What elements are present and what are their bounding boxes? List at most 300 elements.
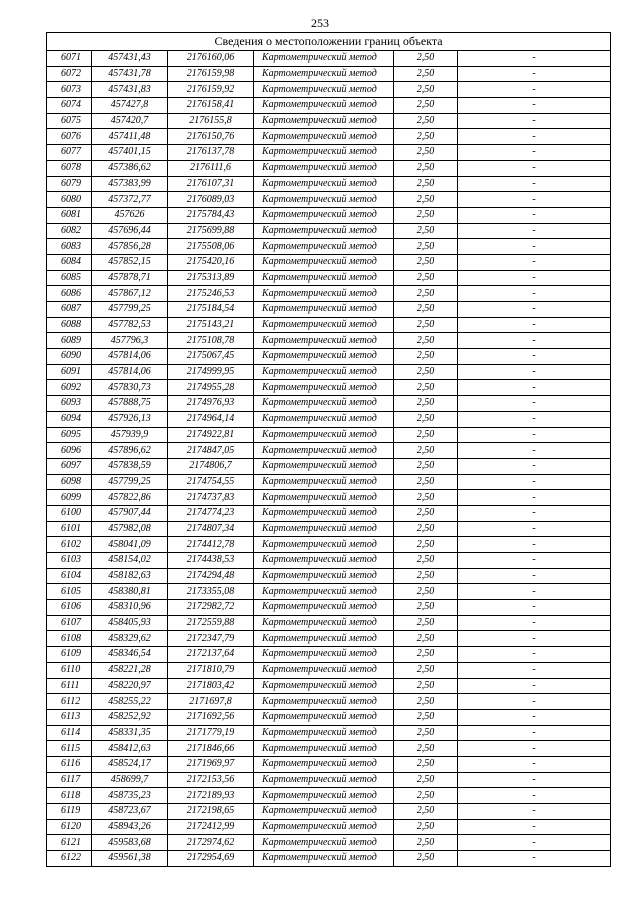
method-cell: Картометрический метод [254, 631, 394, 647]
point-number-cell: 6122 [47, 851, 92, 867]
accuracy-cell: 2,50 [394, 98, 458, 114]
description-cell: - [458, 302, 611, 318]
table-row [47, 804, 611, 820]
accuracy-cell: 2,50 [394, 192, 458, 208]
point-number-cell: 6073 [47, 82, 92, 98]
table-row [47, 286, 611, 302]
y-coordinate-cell: 2172137,64 [168, 647, 254, 663]
point-number-cell: 6078 [47, 160, 92, 176]
description-cell: - [458, 333, 611, 349]
point-number-cell: 6094 [47, 411, 92, 427]
table-row [47, 349, 611, 365]
x-coordinate-cell: 457852,15 [92, 254, 168, 270]
table-row [47, 302, 611, 318]
method-cell: Картометрический метод [254, 615, 394, 631]
y-coordinate-cell: 2175508,06 [168, 239, 254, 255]
description-cell: - [458, 521, 611, 537]
y-coordinate-cell: 2174737,83 [168, 490, 254, 506]
point-number-cell: 6080 [47, 192, 92, 208]
point-number-cell: 6106 [47, 600, 92, 616]
table-row [47, 647, 611, 663]
point-number-cell: 6112 [47, 694, 92, 710]
method-cell: Картометрический метод [254, 584, 394, 600]
method-cell: Картометрический метод [254, 741, 394, 757]
description-cell: - [458, 804, 611, 820]
point-number-cell: 6110 [47, 662, 92, 678]
accuracy-cell: 2,50 [394, 66, 458, 82]
x-coordinate-cell: 457822,86 [92, 490, 168, 506]
y-coordinate-cell: 2171697,8 [168, 694, 254, 710]
point-number-cell: 6104 [47, 568, 92, 584]
table-row [47, 788, 611, 804]
y-coordinate-cell: 2174807,34 [168, 521, 254, 537]
x-coordinate-cell: 457431,83 [92, 82, 168, 98]
x-coordinate-cell: 458182,63 [92, 568, 168, 584]
x-coordinate-cell: 457982,08 [92, 521, 168, 537]
y-coordinate-cell: 2172412,99 [168, 819, 254, 835]
accuracy-cell: 2,50 [394, 302, 458, 318]
y-coordinate-cell: 2174847,05 [168, 443, 254, 459]
method-cell: Картометрический метод [254, 772, 394, 788]
point-number-cell: 6117 [47, 772, 92, 788]
table-row [47, 725, 611, 741]
accuracy-cell: 2,50 [394, 396, 458, 412]
description-cell: - [458, 772, 611, 788]
description-cell: - [458, 709, 611, 725]
accuracy-cell: 2,50 [394, 286, 458, 302]
description-cell: - [458, 741, 611, 757]
point-number-cell: 6103 [47, 553, 92, 569]
description-cell: - [458, 458, 611, 474]
point-number-cell: 6114 [47, 725, 92, 741]
description-cell: - [458, 788, 611, 804]
point-number-cell: 6108 [47, 631, 92, 647]
table-row [47, 631, 611, 647]
point-number-cell: 6116 [47, 756, 92, 772]
accuracy-cell: 2,50 [394, 113, 458, 129]
point-number-cell: 6111 [47, 678, 92, 694]
accuracy-cell: 2,50 [394, 411, 458, 427]
method-cell: Картометрический метод [254, 505, 394, 521]
accuracy-cell: 2,50 [394, 427, 458, 443]
y-coordinate-cell: 2172559,88 [168, 615, 254, 631]
accuracy-cell: 2,50 [394, 223, 458, 239]
accuracy-cell: 2,50 [394, 333, 458, 349]
y-coordinate-cell: 2176107,31 [168, 176, 254, 192]
point-number-cell: 6093 [47, 396, 92, 412]
y-coordinate-cell: 2176159,98 [168, 66, 254, 82]
x-coordinate-cell: 457372,77 [92, 192, 168, 208]
description-cell: - [458, 396, 611, 412]
x-coordinate-cell: 457386,62 [92, 160, 168, 176]
x-coordinate-cell: 458041,09 [92, 537, 168, 553]
description-cell: - [458, 474, 611, 490]
description-cell: - [458, 176, 611, 192]
point-number-cell: 6107 [47, 615, 92, 631]
x-coordinate-cell: 457626 [92, 207, 168, 223]
accuracy-cell: 2,50 [394, 490, 458, 506]
table-row [47, 176, 611, 192]
method-cell: Картометрический метод [254, 333, 394, 349]
accuracy-cell: 2,50 [394, 772, 458, 788]
description-cell: - [458, 51, 611, 67]
x-coordinate-cell: 458405,93 [92, 615, 168, 631]
x-coordinate-cell: 457411,48 [92, 129, 168, 145]
description-cell: - [458, 694, 611, 710]
table-row [47, 411, 611, 427]
table-row [47, 317, 611, 333]
table-row [47, 51, 611, 67]
y-coordinate-cell: 2175246,53 [168, 286, 254, 302]
y-coordinate-cell: 2175184,54 [168, 302, 254, 318]
description-cell: - [458, 113, 611, 129]
method-cell: Картометрический метод [254, 694, 394, 710]
method-cell: Картометрический метод [254, 349, 394, 365]
accuracy-cell: 2,50 [394, 741, 458, 757]
point-number-cell: 6113 [47, 709, 92, 725]
table-row [47, 364, 611, 380]
y-coordinate-cell: 2171810,79 [168, 662, 254, 678]
accuracy-cell: 2,50 [394, 270, 458, 286]
table-body [47, 33, 611, 867]
y-coordinate-cell: 2176111,6 [168, 160, 254, 176]
point-number-cell: 6090 [47, 349, 92, 365]
x-coordinate-cell: 457799,25 [92, 474, 168, 490]
description-cell: - [458, 490, 611, 506]
point-number-cell: 6074 [47, 98, 92, 114]
x-coordinate-cell: 458412,63 [92, 741, 168, 757]
x-coordinate-cell: 458220,97 [92, 678, 168, 694]
y-coordinate-cell: 2174754,55 [168, 474, 254, 490]
description-cell: - [458, 835, 611, 851]
table-row [47, 254, 611, 270]
method-cell: Картометрический метод [254, 66, 394, 82]
accuracy-cell: 2,50 [394, 51, 458, 67]
table-row [47, 396, 611, 412]
description-cell: - [458, 505, 611, 521]
point-number-cell: 6081 [47, 207, 92, 223]
x-coordinate-cell: 457939,9 [92, 427, 168, 443]
description-cell: - [458, 584, 611, 600]
table-row [47, 505, 611, 521]
method-cell: Картометрический метод [254, 317, 394, 333]
y-coordinate-cell: 2174294,48 [168, 568, 254, 584]
description-cell: - [458, 66, 611, 82]
y-coordinate-cell: 2176150,76 [168, 129, 254, 145]
method-cell: Картометрический метод [254, 192, 394, 208]
point-number-cell: 6086 [47, 286, 92, 302]
accuracy-cell: 2,50 [394, 835, 458, 851]
x-coordinate-cell: 458221,28 [92, 662, 168, 678]
method-cell: Картометрический метод [254, 160, 394, 176]
x-coordinate-cell: 457431,43 [92, 51, 168, 67]
accuracy-cell: 2,50 [394, 207, 458, 223]
method-cell: Картометрический метод [254, 176, 394, 192]
accuracy-cell: 2,50 [394, 474, 458, 490]
x-coordinate-cell: 458346,54 [92, 647, 168, 663]
accuracy-cell: 2,50 [394, 82, 458, 98]
method-cell: Картометрический метод [254, 725, 394, 741]
method-cell: Картометрический метод [254, 756, 394, 772]
table-row [47, 537, 611, 553]
description-cell: - [458, 286, 611, 302]
y-coordinate-cell: 2172198,65 [168, 804, 254, 820]
method-cell: Картометрический метод [254, 521, 394, 537]
accuracy-cell: 2,50 [394, 160, 458, 176]
x-coordinate-cell: 458735,23 [92, 788, 168, 804]
point-number-cell: 6076 [47, 129, 92, 145]
table-row [47, 207, 611, 223]
y-coordinate-cell: 2174955,28 [168, 380, 254, 396]
accuracy-cell: 2,50 [394, 568, 458, 584]
table-row [47, 851, 611, 867]
table-row [47, 333, 611, 349]
point-number-cell: 6105 [47, 584, 92, 600]
accuracy-cell: 2,50 [394, 443, 458, 459]
point-number-cell: 6072 [47, 66, 92, 82]
y-coordinate-cell: 2174806,7 [168, 458, 254, 474]
method-cell: Картометрический метод [254, 490, 394, 506]
point-number-cell: 6092 [47, 380, 92, 396]
y-coordinate-cell: 2172153,56 [168, 772, 254, 788]
table-row [47, 835, 611, 851]
page-number: 253 [311, 16, 329, 30]
accuracy-cell: 2,50 [394, 254, 458, 270]
method-cell: Картометрический метод [254, 145, 394, 161]
method-cell: Картометрический метод [254, 474, 394, 490]
x-coordinate-cell: 457878,71 [92, 270, 168, 286]
method-cell: Картометрический метод [254, 396, 394, 412]
point-number-cell: 6077 [47, 145, 92, 161]
accuracy-cell: 2,50 [394, 709, 458, 725]
method-cell: Картометрический метод [254, 709, 394, 725]
table-row [47, 772, 611, 788]
accuracy-cell: 2,50 [394, 631, 458, 647]
x-coordinate-cell: 458699,7 [92, 772, 168, 788]
accuracy-cell: 2,50 [394, 537, 458, 553]
point-number-cell: 6100 [47, 505, 92, 521]
method-cell: Картометрический метод [254, 129, 394, 145]
point-number-cell: 6109 [47, 647, 92, 663]
x-coordinate-cell: 458331,35 [92, 725, 168, 741]
method-cell: Картометрический метод [254, 98, 394, 114]
table-row [47, 82, 611, 98]
y-coordinate-cell: 2172347,79 [168, 631, 254, 647]
x-coordinate-cell: 458252,92 [92, 709, 168, 725]
description-cell: - [458, 615, 611, 631]
method-cell: Картометрический метод [254, 553, 394, 569]
description-cell: - [458, 145, 611, 161]
method-cell: Картометрический метод [254, 302, 394, 318]
table-row [47, 553, 611, 569]
description-cell: - [458, 270, 611, 286]
table-row [47, 678, 611, 694]
x-coordinate-cell: 458943,26 [92, 819, 168, 835]
y-coordinate-cell: 2172982,72 [168, 600, 254, 616]
point-number-cell: 6119 [47, 804, 92, 820]
x-coordinate-cell: 457888,75 [92, 396, 168, 412]
accuracy-cell: 2,50 [394, 380, 458, 396]
point-number-cell: 6120 [47, 819, 92, 835]
y-coordinate-cell: 2171969,97 [168, 756, 254, 772]
table-row [47, 709, 611, 725]
x-coordinate-cell: 457696,44 [92, 223, 168, 239]
table-row [47, 427, 611, 443]
accuracy-cell: 2,50 [394, 129, 458, 145]
x-coordinate-cell: 457896,62 [92, 443, 168, 459]
table-caption-row [47, 33, 611, 51]
description-cell: - [458, 192, 611, 208]
accuracy-cell: 2,50 [394, 694, 458, 710]
method-cell: Картометрический метод [254, 254, 394, 270]
y-coordinate-cell: 2174412,78 [168, 537, 254, 553]
accuracy-cell: 2,50 [394, 458, 458, 474]
boundary-coordinates-table [46, 32, 611, 867]
table-row [47, 584, 611, 600]
y-coordinate-cell: 2174976,93 [168, 396, 254, 412]
description-cell: - [458, 443, 611, 459]
y-coordinate-cell: 2171692,56 [168, 709, 254, 725]
method-cell: Картометрический метод [254, 207, 394, 223]
table-row [47, 270, 611, 286]
x-coordinate-cell: 458154,02 [92, 553, 168, 569]
accuracy-cell: 2,50 [394, 662, 458, 678]
y-coordinate-cell: 2176089,03 [168, 192, 254, 208]
table-row [47, 380, 611, 396]
method-cell: Картометрический метод [254, 113, 394, 129]
description-cell: - [458, 364, 611, 380]
accuracy-cell: 2,50 [394, 349, 458, 365]
table-row [47, 443, 611, 459]
method-cell: Картометрический метод [254, 600, 394, 616]
accuracy-cell: 2,50 [394, 615, 458, 631]
table-row [47, 113, 611, 129]
method-cell: Картометрический метод [254, 458, 394, 474]
x-coordinate-cell: 457782,53 [92, 317, 168, 333]
x-coordinate-cell: 457796,3 [92, 333, 168, 349]
method-cell: Картометрический метод [254, 662, 394, 678]
x-coordinate-cell: 458380,81 [92, 584, 168, 600]
y-coordinate-cell: 2171846,66 [168, 741, 254, 757]
method-cell: Картометрический метод [254, 568, 394, 584]
point-number-cell: 6082 [47, 223, 92, 239]
point-number-cell: 6097 [47, 458, 92, 474]
description-cell: - [458, 678, 611, 694]
point-number-cell: 6099 [47, 490, 92, 506]
point-number-cell: 6115 [47, 741, 92, 757]
x-coordinate-cell: 457830,73 [92, 380, 168, 396]
method-cell: Картометрический метод [254, 380, 394, 396]
accuracy-cell: 2,50 [394, 647, 458, 663]
method-cell: Картометрический метод [254, 427, 394, 443]
y-coordinate-cell: 2172954,69 [168, 851, 254, 867]
description-cell: - [458, 317, 611, 333]
point-number-cell: 6083 [47, 239, 92, 255]
x-coordinate-cell: 457420,7 [92, 113, 168, 129]
y-coordinate-cell: 2174438,53 [168, 553, 254, 569]
table-row [47, 129, 611, 145]
method-cell: Картометрический метод [254, 788, 394, 804]
table-row [47, 819, 611, 835]
description-cell: - [458, 254, 611, 270]
point-number-cell: 6089 [47, 333, 92, 349]
accuracy-cell: 2,50 [394, 725, 458, 741]
accuracy-cell: 2,50 [394, 176, 458, 192]
y-coordinate-cell: 2171803,42 [168, 678, 254, 694]
accuracy-cell: 2,50 [394, 584, 458, 600]
point-number-cell: 6098 [47, 474, 92, 490]
x-coordinate-cell: 457926,13 [92, 411, 168, 427]
description-cell: - [458, 819, 611, 835]
accuracy-cell: 2,50 [394, 788, 458, 804]
description-cell: - [458, 662, 611, 678]
method-cell: Картометрический метод [254, 819, 394, 835]
table-row [47, 160, 611, 176]
point-number-cell: 6084 [47, 254, 92, 270]
method-cell: Картометрический метод [254, 851, 394, 867]
description-cell: - [458, 207, 611, 223]
point-number-cell: 6079 [47, 176, 92, 192]
y-coordinate-cell: 2174964,14 [168, 411, 254, 427]
accuracy-cell: 2,50 [394, 521, 458, 537]
y-coordinate-cell: 2173355,08 [168, 584, 254, 600]
table-row [47, 145, 611, 161]
description-cell: - [458, 129, 611, 145]
table-row [47, 192, 611, 208]
y-coordinate-cell: 2172189,93 [168, 788, 254, 804]
table-row [47, 66, 611, 82]
method-cell: Картометрический метод [254, 223, 394, 239]
description-cell: - [458, 600, 611, 616]
point-number-cell: 6101 [47, 521, 92, 537]
description-cell: - [458, 553, 611, 569]
x-coordinate-cell: 457814,06 [92, 364, 168, 380]
y-coordinate-cell: 2175313,89 [168, 270, 254, 286]
description-cell: - [458, 349, 611, 365]
description-cell: - [458, 411, 611, 427]
accuracy-cell: 2,50 [394, 145, 458, 161]
x-coordinate-cell: 457867,12 [92, 286, 168, 302]
point-number-cell: 6095 [47, 427, 92, 443]
description-cell: - [458, 537, 611, 553]
method-cell: Картометрический метод [254, 270, 394, 286]
method-cell: Картометрический метод [254, 443, 394, 459]
accuracy-cell: 2,50 [394, 239, 458, 255]
description-cell: - [458, 756, 611, 772]
point-number-cell: 6085 [47, 270, 92, 286]
y-coordinate-cell: 2175067,45 [168, 349, 254, 365]
y-coordinate-cell: 2175108,78 [168, 333, 254, 349]
point-number-cell: 6091 [47, 364, 92, 380]
point-number-cell: 6121 [47, 835, 92, 851]
y-coordinate-cell: 2174922,81 [168, 427, 254, 443]
accuracy-cell: 2,50 [394, 505, 458, 521]
accuracy-cell: 2,50 [394, 804, 458, 820]
y-coordinate-cell: 2176158,41 [168, 98, 254, 114]
description-cell: - [458, 239, 611, 255]
method-cell: Картометрический метод [254, 411, 394, 427]
table-row [47, 615, 611, 631]
description-cell: - [458, 647, 611, 663]
method-cell: Картометрический метод [254, 364, 394, 380]
description-cell: - [458, 725, 611, 741]
x-coordinate-cell: 457383,99 [92, 176, 168, 192]
table-row [47, 662, 611, 678]
accuracy-cell: 2,50 [394, 600, 458, 616]
method-cell: Картометрический метод [254, 51, 394, 67]
point-number-cell: 6118 [47, 788, 92, 804]
x-coordinate-cell: 457856,28 [92, 239, 168, 255]
